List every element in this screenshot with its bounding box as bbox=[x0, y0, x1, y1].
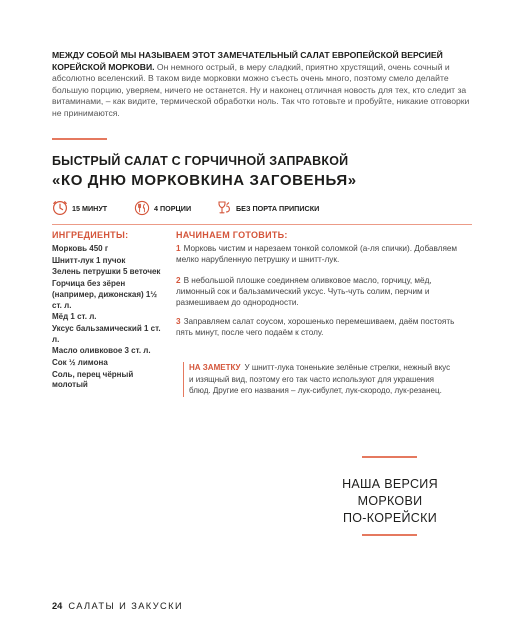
intro-lead: МЕЖДУ СОБОЙ МЫ НАЗЫВАЕМ ЭТОТ ЗАМЕЧАТЕЛЬНЫЙ САЛАТ ЕВРОПЕЙСКОЙ ВЕРСИЕЙ КОРЕЙСКОЙ МОРКОВИ. bbox=[52, 50, 443, 72]
tip-note bbox=[183, 362, 451, 397]
ingredients-heading: ИНГРЕДИЕНТЫ: bbox=[52, 230, 129, 240]
meta-port bbox=[216, 200, 319, 216]
meta-port-label: БЕЗ ПОРТА ПРИПИСКИ bbox=[236, 203, 320, 213]
ingredient-item: Уксус бальзамический 1 ст. л. bbox=[52, 323, 161, 344]
side-title bbox=[330, 476, 450, 527]
side-divider-bottom bbox=[362, 534, 417, 536]
side-title-line3: ПО-КОРЕЙСКИ bbox=[343, 511, 437, 525]
divider-top bbox=[52, 138, 107, 140]
note-text: У шнитт-лука тоненькие зелёные стрелки, нежный вкус и изящный вид, поэтому его так часто используют для украшения блюд. Другие его названия – лук-сибулет, лук-скородо, лук-резанец. bbox=[189, 363, 451, 395]
ingredient-item: Сок ½ лимона bbox=[52, 358, 108, 368]
step-text: Заправляем салат соусом, хорошенько перемешиваем, даём постоять пять минут, после чего подаём к столу. bbox=[176, 317, 455, 338]
ingredient-item: Горчица без зёрен (например, дижонская) 1½ ст. л. bbox=[52, 279, 158, 310]
side-title-line2: МОРКОВИ bbox=[357, 494, 423, 508]
clock-icon bbox=[52, 200, 68, 216]
wine-glass-icon bbox=[216, 200, 232, 216]
ingredient-item: Мёд 1 ст. л. bbox=[52, 312, 97, 322]
recipe-title-line1: БЫСТРЫЙ САЛАТ С ГОРЧИЧНОЙ ЗАПРАВКОЙ bbox=[52, 154, 349, 168]
step-number: 1 bbox=[176, 244, 181, 253]
step-1 bbox=[176, 243, 472, 265]
meta-portions-label: 4 ПОРЦИИ bbox=[154, 203, 192, 213]
ingredients-list bbox=[52, 244, 164, 392]
section-name: САЛАТЫ И ЗАКУСКИ bbox=[68, 601, 184, 611]
step-text: В небольшой плошке соединяем оливковое масло, горчицу, мёд, лимонный сок и бальзамический уксус. Чуть-чуть солим, перчим и размешиваем до однородности. bbox=[176, 276, 432, 308]
meta-time bbox=[52, 200, 107, 216]
ingredient-item: Шнитт-лук 1 пучок bbox=[52, 255, 126, 265]
step-number: 2 bbox=[176, 276, 181, 285]
ingredient-item: Морковь 450 г bbox=[52, 244, 109, 253]
ingredient-item: Зелень петрушки 5 веточек bbox=[52, 267, 161, 277]
intro-text: Он немного острый, в меру сладкий, приятно хрустящий, очень сочный и абсолютно вселенский. В таком виде морковки можно съесть очень много, поэтому смело делайте большую порцию, уверяем, ничего не останется. Ну и наконец отличная новость для тех, кто следит за витаминами, – как видите, термической обработки ноль. Так что готовьте и пробуйте, никакие отговорки не принимаются. bbox=[52, 61, 470, 118]
step-2 bbox=[176, 275, 472, 309]
step-text: Морковь чистим и нарезаем тонкой соломкой (а-ля спички). Добавляем мелко нарубленную петрушку и шнитт-лук. bbox=[176, 244, 458, 265]
page-footer bbox=[52, 601, 183, 611]
meta-portions bbox=[134, 200, 191, 216]
recipe-title-line2: «КО ДНЮ МОРКОВКИНА ЗАГОВЕНЬЯ» bbox=[52, 172, 357, 189]
ingredient-item: Масло оливковое 3 ст. л. bbox=[52, 346, 151, 356]
side-divider-top bbox=[362, 456, 417, 458]
page-number: 24 bbox=[52, 601, 63, 611]
meta-divider bbox=[52, 224, 472, 225]
meta-time-label: 15 МИНУТ bbox=[72, 203, 108, 213]
side-title-line1: НАША ВЕРСИЯ bbox=[342, 477, 438, 491]
cutlery-icon bbox=[134, 200, 150, 216]
step-number: 3 bbox=[176, 317, 181, 326]
ingredient-item: Соль, перец чёрный молотый bbox=[52, 369, 134, 390]
steps-heading: НАЧИНАЕМ ГОТОВИТЬ: bbox=[176, 230, 288, 240]
note-heading: НА ЗАМЕТКУ bbox=[189, 363, 241, 372]
step-3 bbox=[176, 316, 472, 338]
intro-paragraph bbox=[52, 50, 472, 120]
